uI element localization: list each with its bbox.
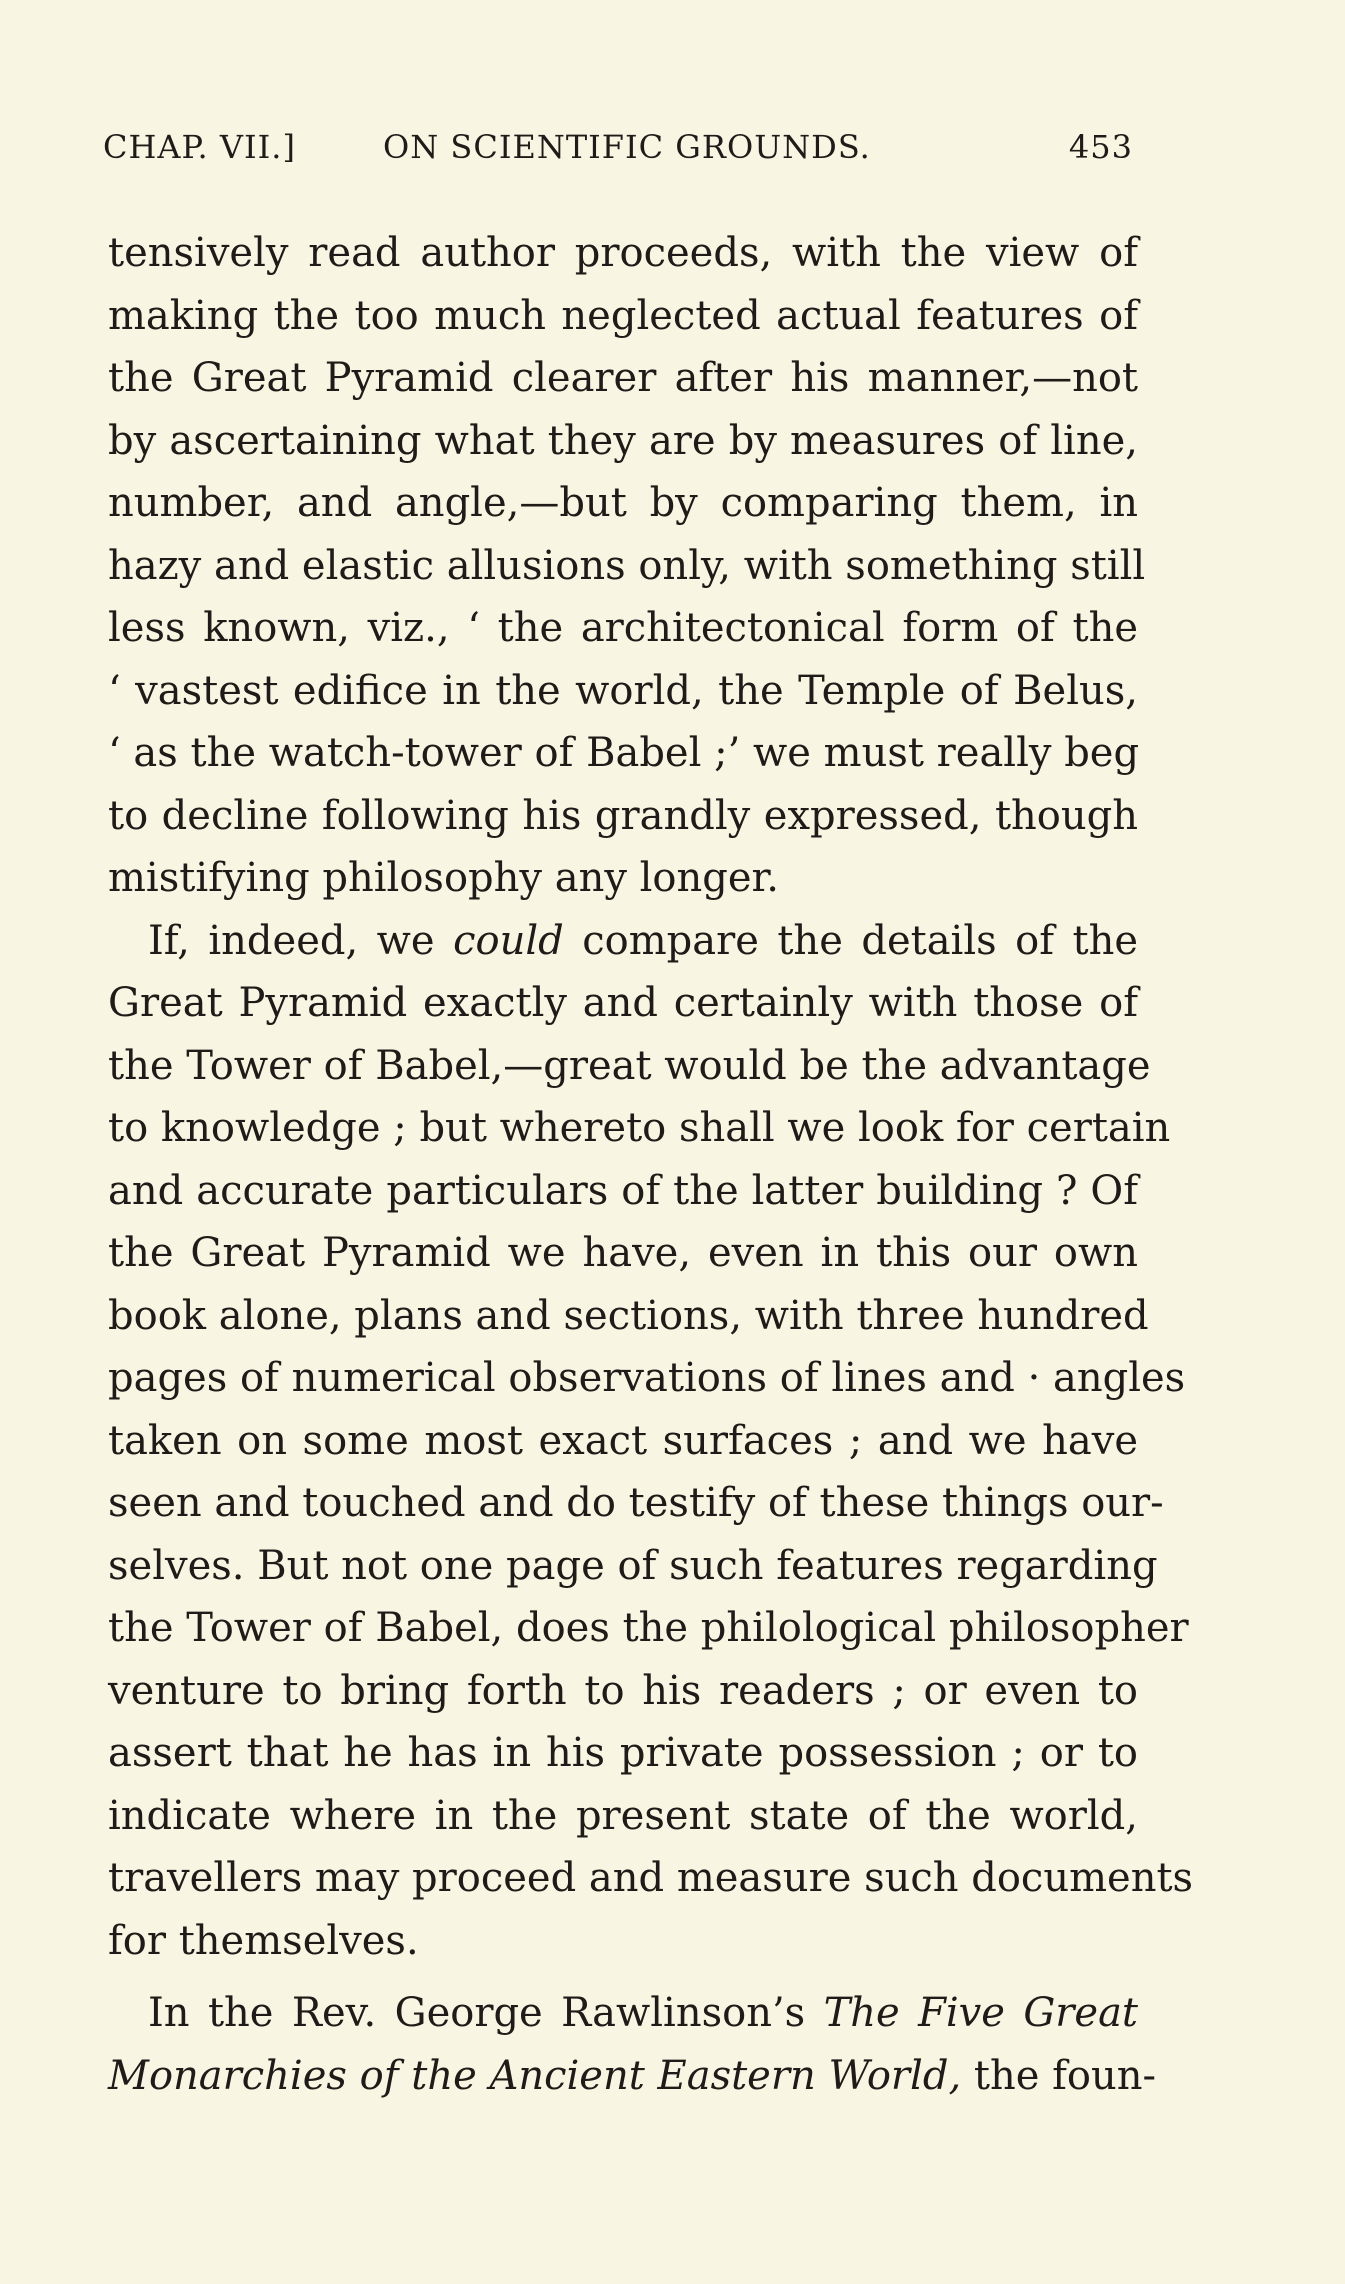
text-line: the Great Pyramid we have, even in this our own: [108, 1230, 1138, 1276]
text-line: [108, 2045, 1157, 2108]
text-line: the Tower of Babel, does the philological philosopher: [108, 1605, 1189, 1651]
text-line: less known, viz., ‘ the architectonical form of the: [108, 605, 1138, 651]
paragraph: [108, 910, 1194, 1973]
paragraph-gap: [108, 1972, 1138, 1982]
text-run: If, indeed, we: [148, 917, 454, 964]
text-line: and accurate particulars of the latter building ? Of: [108, 1167, 1138, 1214]
text-line: [108, 1982, 1138, 2045]
text-run: compare the details of the: [563, 917, 1139, 964]
text-line: to decline following his grandly expressed, though: [108, 792, 1138, 839]
paragraph: [108, 1982, 1157, 2107]
text-run: the foun-: [961, 2052, 1157, 2099]
running-head: [103, 128, 1133, 178]
text-line: ‘ as the watch-tower of Babel ;’ we must really beg: [108, 730, 1140, 776]
text-line: indicate where in the present state of the world,: [108, 1792, 1138, 1839]
text-line: venture to bring forth to his readers ; or even to: [108, 1667, 1138, 1714]
text-line: selves. But not one page of such features regarding: [108, 1542, 1158, 1589]
text-line: seen and touched and do testify of these things our-: [108, 1480, 1164, 1526]
book-title-italic: Monarchies of the Ancient Eastern World,: [108, 2052, 962, 2099]
text-line: assert that he has in his private possession ; or to: [108, 1730, 1138, 1776]
paragraph-continued: [108, 222, 1146, 910]
text-line: tensively read author proceeds, with the view of: [108, 230, 1138, 276]
text-line: for themselves.: [108, 1917, 419, 1964]
text-line: the Great Pyramid clearer after his manner,—not: [108, 355, 1138, 401]
running-title: ON SCIENTIFIC GROUNDS.: [383, 128, 871, 166]
text-run: In the Rev. George Rawlinson’s: [148, 1990, 824, 2036]
text-line: making the too much neglected actual features of: [108, 292, 1138, 339]
text-line: Great Pyramid exactly and certainly with those of: [108, 980, 1138, 1026]
book-title-italic: The Five Great: [823, 1990, 1139, 2036]
italic-run: could: [453, 917, 564, 964]
text-line: pages of numerical observations of lines and · angles: [108, 1355, 1186, 1401]
text-line: number, and angle,—but by comparing them, in: [108, 480, 1138, 526]
page-number: 453: [1068, 128, 1133, 166]
text-line: by ascertaining what they are by measures of line,: [108, 417, 1138, 464]
text-line: [108, 910, 1138, 973]
text-line: the Tower of Babel,—great would be the advantage: [108, 1042, 1151, 1089]
chapter-label: CHAP. VII.]: [103, 128, 296, 166]
body-text: [108, 222, 1194, 2107]
text-line: hazy and elastic allusions only, with something still: [108, 542, 1146, 589]
text-line: ‘ vastest edifice in the world, the Temple of Belus,: [108, 667, 1138, 714]
text-line: mistifying philosophy any longer.: [108, 855, 779, 901]
text-line: travellers may proceed and measure such documents: [108, 1855, 1194, 1901]
text-line: taken on some most exact surfaces ; and we have: [108, 1417, 1138, 1464]
text-line: book alone, plans and sections, with three hundred: [108, 1292, 1149, 1339]
text-line: to knowledge ; but whereto shall we look for certain: [108, 1105, 1171, 1151]
